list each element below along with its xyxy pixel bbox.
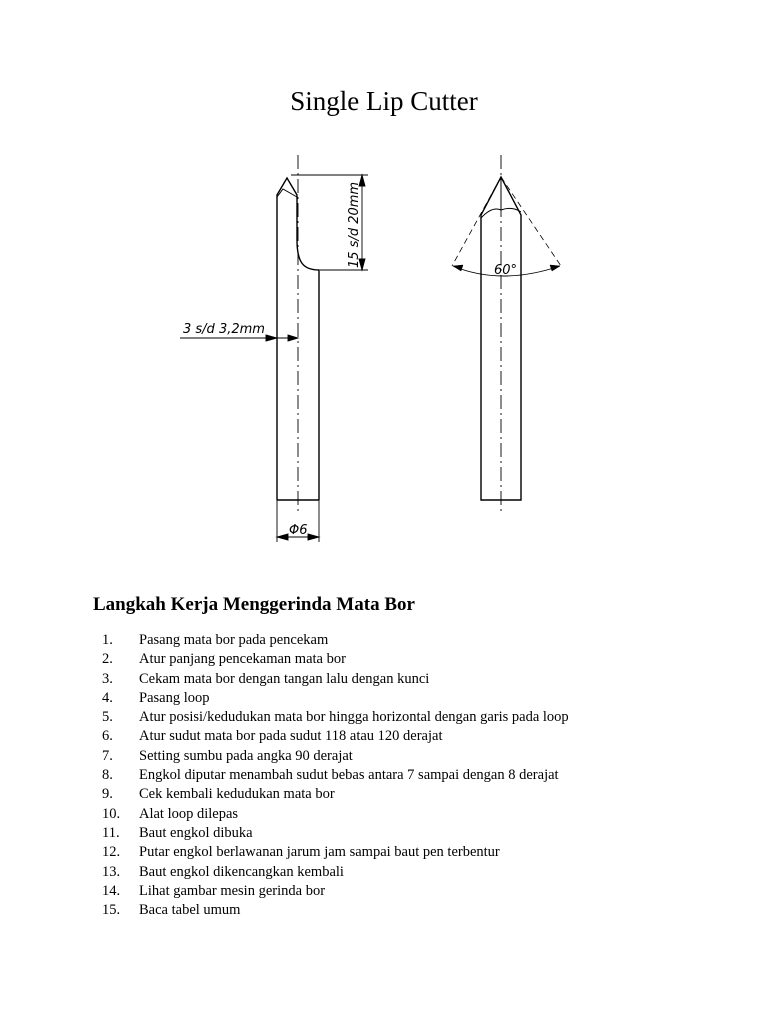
step-text: Atur posisi/kedudukan mata bor hingga horizontal dengan garis pada loop [139, 709, 569, 726]
step-text: Baut engkol dibuka [139, 824, 253, 841]
step-item [102, 901, 569, 920]
step-number: 7. [102, 747, 113, 764]
step-number: 11. [102, 824, 120, 841]
step-item [102, 689, 569, 708]
length-label: 15 s/d 20mm [347, 181, 362, 268]
step-item [102, 805, 569, 824]
diameter-label: Φ6 [289, 523, 308, 538]
page-title: Single Lip Cutter [290, 86, 478, 116]
offset-label: 3 s/d 3,2mm [183, 322, 265, 337]
angle-construction [452, 177, 561, 266]
step-item [102, 747, 569, 766]
step-number: 12. [102, 844, 121, 861]
step-item [102, 631, 569, 650]
step-text: Engkol diputar menambah sudut bebas antara 7 sampai dengan 8 derajat [139, 767, 559, 784]
step-number: 3. [102, 670, 113, 687]
step-text: Lihat gambar mesin gerinda bor [139, 882, 326, 899]
step-item [102, 650, 569, 669]
step-item [102, 843, 569, 862]
step-number: 6. [102, 728, 113, 745]
step-number: 14. [102, 882, 121, 899]
step-text: Pasang mata bor pada pencekam [139, 632, 329, 648]
step-text: Baut engkol dikencangkan kembali [139, 863, 344, 880]
step-text: Atur sudut mata bor pada sudut 118 atau 120 derajat [139, 728, 443, 745]
step-item [102, 708, 569, 727]
step-number: 2. [102, 651, 113, 668]
step-text: Setting sumbu pada angka 90 derajat [139, 747, 353, 764]
step-item [102, 882, 569, 901]
step-item [102, 766, 569, 785]
step-number: 15. [102, 902, 121, 919]
step-number: 9. [102, 786, 113, 803]
step-number: 10. [102, 805, 121, 822]
step-number: 8. [102, 767, 113, 784]
step-number: 4. [102, 689, 113, 706]
steps-list [102, 631, 569, 920]
step-text: Cek kembali kedudukan mata bor [139, 786, 335, 803]
step-item [102, 785, 569, 804]
step-item [102, 670, 569, 689]
step-text: Baca tabel umum [139, 902, 241, 919]
step-number: 5. [102, 709, 113, 726]
step-text: Pasang loop [139, 689, 210, 706]
step-item [102, 863, 569, 882]
step-text: Cekam mata bor dengan tangan lalu dengan kunci [139, 670, 430, 687]
step-item [102, 824, 569, 843]
section-heading: Langkah Kerja Menggerinda Mata Bor [93, 594, 415, 615]
step-item [102, 727, 569, 746]
step-text: Putar engkol berlawanan jarum jam sampai baut pen terbentur [139, 844, 500, 861]
step-text: Alat loop dilepas [139, 805, 239, 822]
step-text: Atur panjang pencekaman mata bor [139, 651, 346, 668]
angle-label: 60° [494, 263, 518, 278]
step-number: 1. [102, 632, 113, 648]
step-number: 13. [102, 863, 121, 880]
